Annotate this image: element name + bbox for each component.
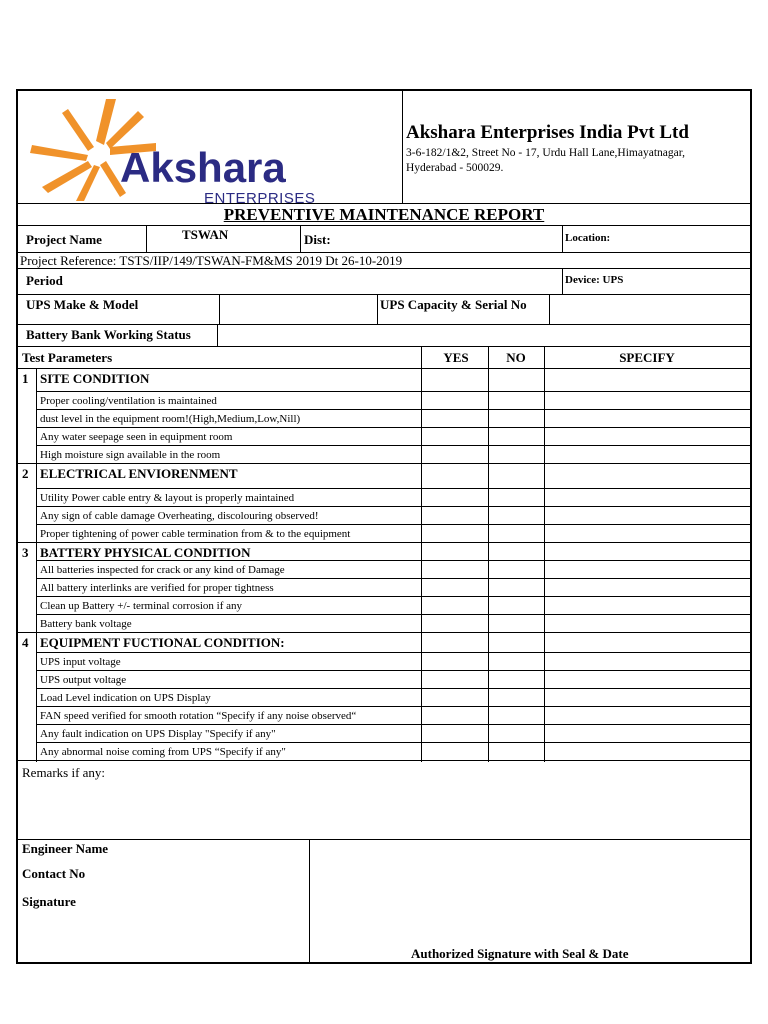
- specify-field[interactable]: [545, 446, 748, 462]
- dist-label: Dist:: [304, 232, 331, 247]
- period-label: Period: [26, 273, 63, 288]
- specify-field[interactable]: [545, 507, 748, 523]
- yes-checkbox[interactable]: [422, 615, 487, 631]
- list-item: Any fault indication on UPS Display "Specify if any": [40, 728, 276, 740]
- no-checkbox[interactable]: [489, 743, 543, 759]
- logo-word: Akshara: [120, 144, 286, 191]
- yes-checkbox[interactable]: [422, 446, 487, 462]
- list-item: All batteries inspected for crack or any kind of Damage: [40, 564, 285, 576]
- no-checkbox[interactable]: [489, 428, 543, 444]
- yes-checkbox[interactable]: [422, 428, 487, 444]
- ups-capacity-field[interactable]: [550, 295, 748, 323]
- list-item: Proper tightening of power cable termination from & to the equipment: [40, 528, 351, 540]
- ups-make-field[interactable]: [220, 295, 376, 323]
- col-yes: YES: [443, 350, 469, 365]
- no-checkbox[interactable]: [489, 653, 543, 669]
- specify-field[interactable]: [545, 579, 748, 595]
- battery-status-label: Battery Bank Working Status: [26, 327, 191, 342]
- specify-field[interactable]: [545, 410, 748, 426]
- section-number: 1: [22, 371, 29, 386]
- list-item: High moisture sign available in the room: [40, 449, 221, 461]
- yes-checkbox[interactable]: [422, 689, 487, 705]
- list-item: FAN speed verified for smooth rotation “Specify if any noise observed“: [40, 710, 357, 722]
- yes-checkbox[interactable]: [422, 707, 487, 723]
- no-checkbox[interactable]: [489, 525, 543, 541]
- specify-field[interactable]: [545, 725, 748, 741]
- yes-checkbox[interactable]: [422, 671, 487, 687]
- no-checkbox[interactable]: [489, 615, 543, 631]
- yes-checkbox[interactable]: [422, 743, 487, 759]
- yes-checkbox[interactable]: [422, 561, 487, 577]
- engineer-name-label: Engineer Name: [22, 841, 109, 856]
- list-item: UPS output voltage: [40, 674, 127, 686]
- list-item: Any abnormal noise coming from UPS “Specify if any": [40, 746, 286, 758]
- specify-field[interactable]: [545, 707, 748, 723]
- col-no: NO: [506, 350, 526, 365]
- remarks-field[interactable]: [20, 781, 748, 837]
- no-checkbox[interactable]: [489, 410, 543, 426]
- section-title: EQUIPMENT FUCTIONAL CONDITION:: [40, 635, 285, 650]
- battery-status-field[interactable]: [218, 325, 748, 345]
- specify-field[interactable]: [545, 689, 748, 705]
- yes-checkbox[interactable]: [422, 507, 487, 523]
- report-title: PREVENTIVE MAINTENANCE REPORT: [223, 205, 545, 224]
- no-checkbox[interactable]: [489, 725, 543, 741]
- section-number: 2: [22, 466, 29, 481]
- project-name-label: Project Name: [26, 232, 102, 247]
- yes-checkbox[interactable]: [422, 410, 487, 426]
- ups-make-label: UPS Make & Model: [26, 297, 139, 312]
- yes-checkbox[interactable]: [422, 653, 487, 669]
- no-checkbox[interactable]: [489, 689, 543, 705]
- authorized-signature-label: Authorized Signature with Seal & Date: [411, 946, 629, 961]
- list-item: Proper cooling/ventilation is maintained: [40, 395, 217, 407]
- specify-field[interactable]: [545, 525, 748, 541]
- list-item: Clean up Battery +/- terminal corrosion if any: [40, 600, 243, 612]
- specify-field[interactable]: [545, 561, 748, 577]
- no-checkbox[interactable]: [489, 707, 543, 723]
- section-title: ELECTRICAL ENVIORENMENT: [40, 466, 238, 481]
- maintenance-form: [16, 89, 752, 964]
- section-number: 3: [22, 545, 29, 560]
- no-checkbox[interactable]: [489, 597, 543, 613]
- no-checkbox[interactable]: [489, 561, 543, 577]
- list-item: Any water seepage seen in equipment room: [40, 431, 233, 443]
- contact-no-label: Contact No: [22, 866, 86, 881]
- list-item: Any sign of cable damage Overheating, discolouring observed!: [40, 510, 319, 522]
- list-item: UPS input voltage: [40, 656, 121, 668]
- signature-label: Signature: [22, 894, 76, 909]
- list-item: Load Level indication on UPS Display: [40, 692, 211, 704]
- specify-field[interactable]: [545, 428, 748, 444]
- yes-checkbox[interactable]: [422, 597, 487, 613]
- list-item: All battery interlinks are verified for proper tightness: [40, 582, 274, 594]
- list-item: Utility Power cable entry & layout is properly maintained: [40, 492, 295, 504]
- section-title: SITE CONDITION: [40, 371, 150, 386]
- no-checkbox[interactable]: [489, 446, 543, 462]
- specify-field[interactable]: [545, 489, 748, 505]
- specify-field[interactable]: [545, 392, 748, 408]
- logo-subtitle: ENTERPRISES: [204, 190, 316, 207]
- yes-checkbox[interactable]: [422, 525, 487, 541]
- yes-checkbox[interactable]: [422, 725, 487, 741]
- header-divider: [402, 91, 403, 203]
- company-logo: [26, 97, 316, 207]
- device-label: Device: UPS: [565, 274, 624, 286]
- project-reference: Project Reference: TSTS/IIP/149/TSWAN-FM&MS 2019 Dt 26-10-2019: [20, 253, 403, 268]
- section-number: 4: [22, 635, 29, 650]
- section-title: BATTERY PHYSICAL CONDITION: [40, 545, 251, 560]
- no-checkbox[interactable]: [489, 392, 543, 408]
- ups-capacity-label: UPS Capacity & Serial No: [380, 297, 527, 312]
- col-test-parameters: Test Parameters: [22, 350, 113, 365]
- no-checkbox[interactable]: [489, 507, 543, 523]
- specify-field[interactable]: [545, 615, 748, 631]
- specify-field[interactable]: [545, 743, 748, 759]
- yes-checkbox[interactable]: [422, 579, 487, 595]
- list-item: Battery bank voltage: [40, 618, 132, 630]
- no-checkbox[interactable]: [489, 671, 543, 687]
- yes-checkbox[interactable]: [422, 392, 487, 408]
- location-label: Location:: [565, 232, 611, 244]
- yes-checkbox[interactable]: [422, 489, 487, 505]
- specify-field[interactable]: [545, 653, 748, 669]
- remarks-label: Remarks if any:: [22, 765, 106, 780]
- specify-field[interactable]: [545, 671, 748, 687]
- no-checkbox[interactable]: [489, 579, 543, 595]
- col-specify: SPECIFY: [619, 350, 675, 365]
- company-name: Akshara Enterprises India Pvt Ltd: [406, 122, 689, 143]
- project-name-value[interactable]: TSWAN: [182, 227, 229, 242]
- specify-field[interactable]: [545, 597, 748, 613]
- company-address-2: Hyderabad - 500029.: [406, 162, 504, 174]
- no-checkbox[interactable]: [489, 489, 543, 505]
- list-item: dust level in the equipment room!(High,Medium,Low,Nill): [40, 413, 301, 425]
- company-address-1: 3-6-182/1&2, Street No - 17, Urdu Hall Lane,Himayatnagar,: [406, 147, 685, 159]
